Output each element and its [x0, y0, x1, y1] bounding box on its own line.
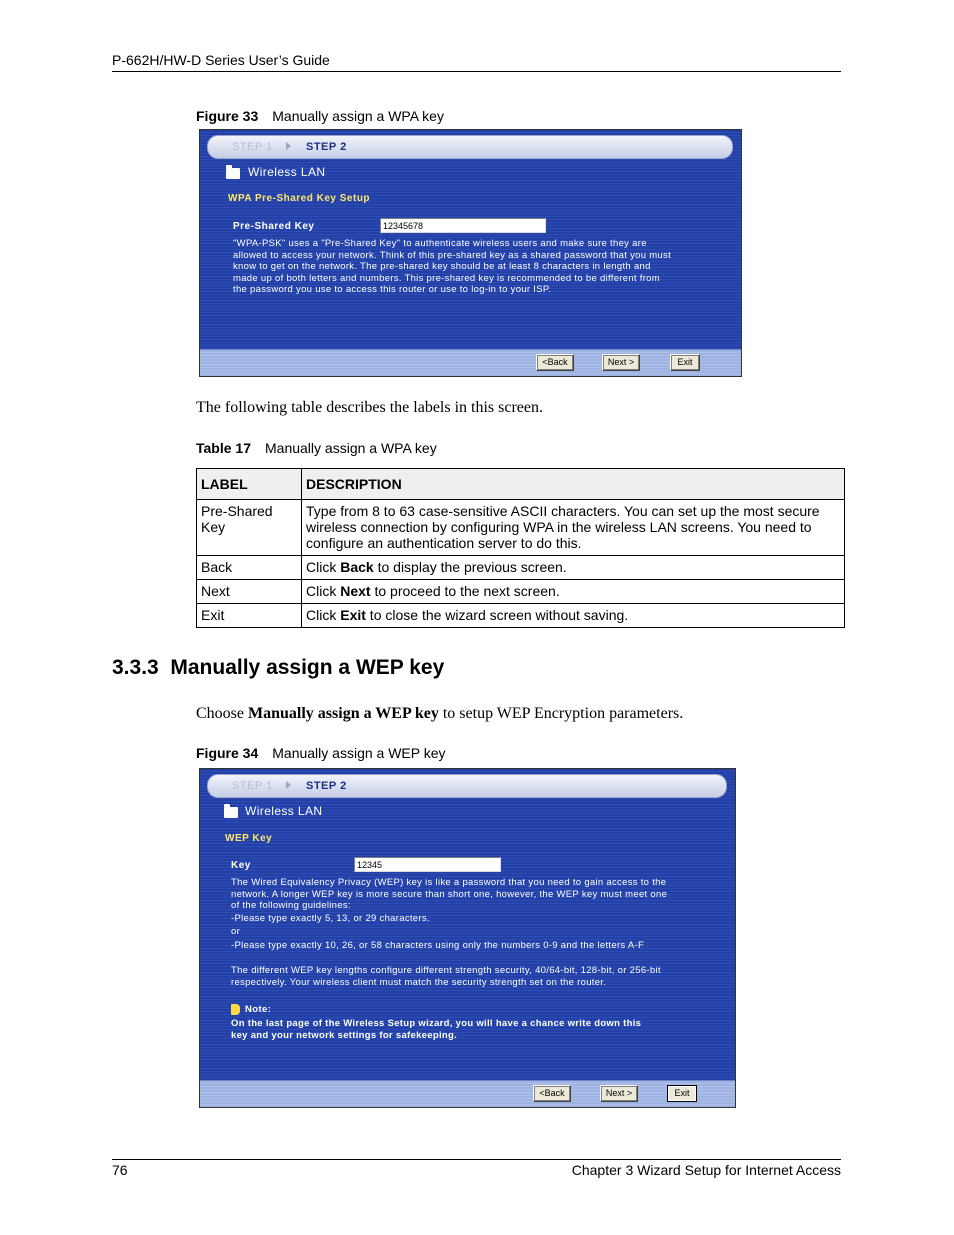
- figure-33-title: Manually assign a WPA key: [272, 108, 444, 124]
- description-line: respectively. Your wireless client must match the security strength set on the router.: [231, 976, 607, 988]
- table-17-title: Manually assign a WPA key: [265, 440, 437, 456]
- screen-subtitle: WPA Pre-Shared Key Setup: [228, 193, 371, 204]
- description-column-header: DESCRIPTION: [302, 469, 845, 500]
- wpa-description: [233, 238, 671, 296]
- desc-text: to display the previous screen.: [373, 559, 567, 575]
- step-1-label[interactable]: STEP 1: [232, 780, 273, 792]
- row-label: Pre-Shared Key: [197, 500, 302, 556]
- description-line: network. A longer WEP key is more secure than short one, however, the WEP key must meet one: [231, 888, 668, 900]
- desc-bold: Back: [340, 559, 374, 575]
- row-label: Exit: [197, 604, 302, 628]
- description-line: -Please type exactly 10, 26, or 58 characters using only the numbers 0-9 and the letters A-F: [231, 939, 645, 951]
- screen-title: Wireless LAN: [245, 804, 323, 818]
- note-heading: Note:: [245, 1004, 272, 1015]
- table-row: [197, 604, 845, 628]
- button-bar: [200, 349, 741, 376]
- header-rule: [112, 71, 841, 72]
- figure-34-caption: [196, 745, 446, 761]
- wep-key-screen: [199, 768, 736, 1108]
- exit-button[interactable]: Exit: [667, 1085, 697, 1102]
- step-1-label[interactable]: STEP 1: [232, 141, 273, 153]
- screen-subtitle: WEP Key: [225, 833, 273, 844]
- description-line: -Please type exactly 5, 13, or 29 characters.: [231, 912, 430, 924]
- chapter-title: Chapter 3 Wizard Setup for Internet Access: [571, 1162, 841, 1178]
- section-text-part: Choose: [196, 705, 248, 722]
- intro-text: The following table describes the labels in this screen.: [196, 399, 544, 416]
- figure-34-title: Manually assign a WEP key: [272, 745, 446, 761]
- desc-bold: Exit: [340, 607, 366, 623]
- row-description: [302, 580, 845, 604]
- note-line: key and your network settings for safekeeping.: [231, 1029, 458, 1041]
- figure-33-caption: [196, 108, 444, 124]
- table-row: [197, 500, 845, 556]
- section-heading: 3.3.3 Manually assign a WEP key: [112, 656, 445, 679]
- row-description: [302, 604, 845, 628]
- desc-text: Click: [306, 583, 341, 599]
- page-header-title: P-662H/HW-D Series User’s Guide: [112, 52, 330, 68]
- figure-34-number: Figure 34: [196, 745, 259, 761]
- labels-table: [196, 468, 845, 628]
- description-line: the password you use to access this router or use to log-in to your ISP.: [233, 284, 552, 295]
- description-line: The different WEP key lengths configure different strength security, 40/64-bit, 128-bit, or 256-bit: [231, 965, 661, 976]
- page-number: 76: [112, 1162, 128, 1178]
- wep-key-input[interactable]: 12345: [354, 857, 501, 872]
- step-2-label: STEP 2: [306, 780, 347, 792]
- wep-key-label: Key: [231, 860, 251, 871]
- description-line: made up of both letters and numbers. This pre-shared key is recommended to be different from: [233, 272, 660, 284]
- description-line: "WPA-PSK" uses a "Pre-Shared Key" to authenticate wireless users and make sure they are: [233, 238, 647, 249]
- section-text-bold: Manually assign a WEP key: [248, 705, 439, 722]
- back-button[interactable]: <Back: [536, 354, 574, 371]
- next-button[interactable]: Next >: [602, 354, 640, 371]
- section-text-part: to setup WEP Encryption parameters.: [438, 705, 684, 722]
- description-line: allowed to access your network. Think of this pre-shared key as a shared password that you must: [233, 249, 672, 261]
- pre-shared-key-label: Pre-Shared Key: [233, 221, 315, 232]
- step-arrow-icon: [286, 142, 291, 150]
- row-label: Back: [197, 556, 302, 580]
- screen-title: Wireless LAN: [248, 165, 326, 179]
- button-bar: [200, 1080, 735, 1107]
- row-label: Next: [197, 580, 302, 604]
- desc-text: to proceed to the next screen.: [370, 583, 560, 599]
- wep-description: [231, 877, 667, 951]
- step-bar: [207, 774, 727, 798]
- table-17-caption: [196, 440, 437, 456]
- exit-button[interactable]: Exit: [670, 354, 700, 371]
- figure-33-number: Figure 33: [196, 108, 259, 124]
- footer-rule: [112, 1159, 841, 1160]
- table-row: [197, 556, 845, 580]
- table-header-row: [197, 469, 845, 500]
- note-line: On the last page of the Wireless Setup wizard, you will have a chance write down this: [231, 1018, 642, 1029]
- description-line: of the following guidelines:: [231, 900, 351, 911]
- row-description: Type from 8 to 63 case-sensitive ASCII characters. You can set up the most secure wireless connection by configuring WPA in the wireless LAN screens. You need to configure an authentication server to do this.: [302, 500, 845, 556]
- desc-text: Click: [306, 559, 341, 575]
- wep-strength-description: [231, 965, 661, 988]
- next-button[interactable]: Next >: [600, 1085, 638, 1102]
- note-text: [231, 1018, 641, 1041]
- folder-icon: [224, 807, 238, 818]
- step-arrow-icon: [286, 781, 291, 789]
- description-line: The Wired Equivalency Privacy (WEP) key is like a password that you need to gain access to the: [231, 877, 667, 888]
- wpa-key-screen: [199, 129, 742, 377]
- label-column-header: LABEL: [197, 469, 302, 500]
- step-2-label: STEP 2: [306, 141, 347, 153]
- desc-bold: Next: [340, 583, 371, 599]
- folder-icon: [226, 168, 240, 179]
- step-bar: [207, 135, 733, 159]
- table-row: [197, 580, 845, 604]
- note-icon: [231, 1004, 240, 1015]
- pre-shared-key-input[interactable]: 12345678: [380, 218, 546, 233]
- description-line: know to get on the network. The pre-shared key should be at least 8 characters in length and: [233, 261, 651, 272]
- desc-text: to close the wizard screen without saving.: [365, 607, 629, 623]
- row-description: [302, 556, 845, 580]
- table-17-number: Table 17: [196, 440, 251, 456]
- description-line: or: [231, 926, 241, 937]
- back-button[interactable]: <Back: [533, 1085, 571, 1102]
- desc-text: Click: [306, 607, 341, 623]
- section-text: [196, 705, 683, 723]
